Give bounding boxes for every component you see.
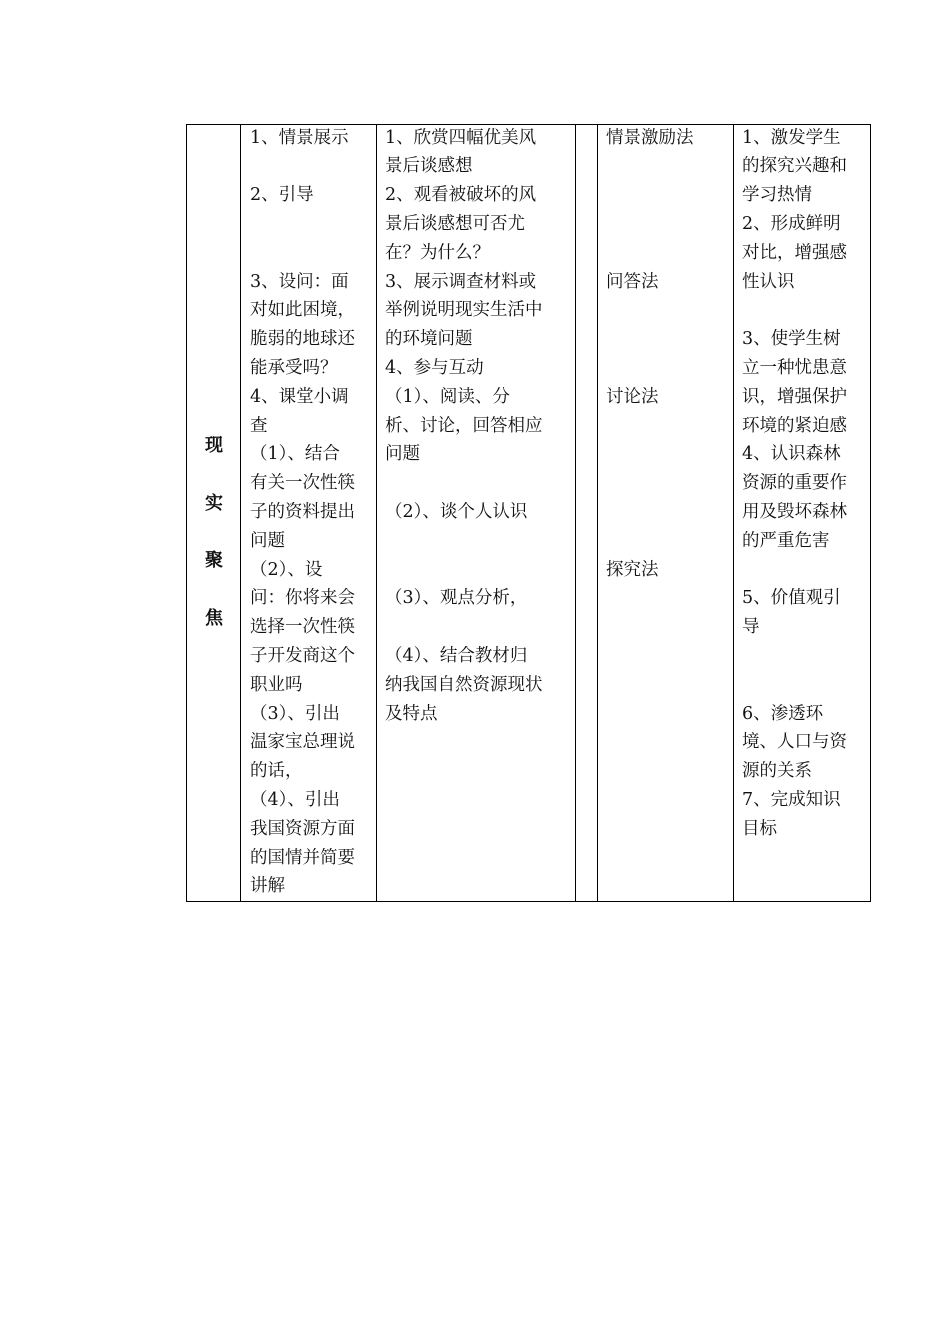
cell-line: 讲解 — [250, 876, 285, 897]
cell-line: 有关一次性筷 — [250, 473, 355, 494]
cell-line: 举例说明现实生活中 — [385, 300, 543, 321]
section-title-char: 焦 — [205, 607, 223, 629]
cell-line: 识，增强保护 — [742, 386, 847, 407]
cell-line: 4、认识森林 — [742, 444, 841, 465]
cell-line: 2、形成鲜明 — [742, 213, 841, 234]
cell-line: 对如此困境， — [250, 300, 355, 321]
cell-line: 脆弱的地球还 — [250, 329, 355, 350]
cell-line: 3、设问：面 — [250, 271, 349, 292]
cell-line: 境、人口与资 — [742, 732, 847, 753]
cell-line: 在？为什么？ — [385, 242, 490, 263]
cell-line: 的严重危害 — [742, 530, 830, 551]
cell-line: 的话， — [250, 761, 303, 782]
method-column — [598, 125, 734, 901]
cell-line: 的国情并简要 — [250, 847, 355, 868]
cell-line: 4、课堂小调 — [250, 386, 349, 407]
cell-line: 目标 — [742, 818, 777, 839]
cell-line: 源的关系 — [742, 761, 812, 782]
cell-line: 学习热情 — [742, 185, 812, 206]
cell-line: 资源的重要作 — [742, 473, 847, 494]
cell-line: （2）、谈个人认识 — [385, 501, 528, 522]
cell-line: 子的资料提出 — [250, 501, 355, 522]
cell-line: 用及毁坏森林 — [742, 501, 847, 522]
section-title — [187, 432, 241, 662]
section-title-char: 现 — [205, 435, 223, 456]
cell-line: 问题 — [385, 444, 420, 465]
cell-line: （4）、结合教材归 — [385, 645, 528, 666]
cell-line: （4）、引出 — [250, 789, 340, 810]
cell-line: 性认识 — [742, 271, 795, 292]
cell-line: 5、价值观引 — [742, 588, 841, 609]
cell-line: 查 — [250, 415, 268, 436]
cell-line: 问答法 — [606, 271, 659, 292]
cell-line: 1、情景展示 — [250, 127, 349, 148]
cell-line: 问：你将来会 — [250, 588, 355, 609]
cell-line: 1、激发学生 — [742, 127, 841, 148]
cell-line: 7、完成知识 — [742, 789, 841, 810]
cell-line: 2、引导 — [250, 185, 314, 206]
cell-line: 及特点 — [385, 703, 438, 724]
cell-line: （3）、观点分析， — [385, 588, 528, 609]
cell-line: 导 — [742, 617, 760, 638]
cell-line: 4、参与互动 — [385, 357, 484, 378]
cell-line: 探究法 — [606, 559, 659, 580]
cell-line: 景后谈感想可否尤 — [385, 213, 525, 234]
cell-line: 环境的紧迫感 — [742, 415, 847, 436]
lesson-plan-table — [186, 124, 871, 902]
cell-line: 2、观看被破坏的风 — [385, 185, 537, 206]
cell-line: 讨论法 — [606, 386, 659, 407]
cell-line: 选择一次性筷 — [250, 617, 355, 638]
cell-line: 1、欣赏四幅优美风 — [385, 127, 537, 148]
section-title-char: 实 — [205, 492, 223, 514]
cell-line: 纳我国自然资源现状 — [385, 674, 543, 695]
cell-line: 的探究兴趣和 — [742, 156, 847, 177]
cell-line: 职业吗 — [250, 674, 303, 695]
cell-line: 温家宝总理说 — [250, 732, 355, 753]
teacher-activity-column — [241, 125, 377, 901]
cell-line: 景后谈感想 — [385, 156, 473, 177]
cell-line: 6、渗透环 — [742, 703, 824, 724]
cell-line: 问题 — [250, 530, 285, 551]
purpose-column — [734, 125, 871, 901]
cell-line: 能承受吗？ — [250, 357, 338, 378]
cell-line: 情景激励法 — [606, 127, 694, 148]
cell-line: （3）、引出 — [250, 703, 340, 724]
blank-column — [576, 125, 598, 901]
cell-line: 立一种忧患意 — [742, 357, 847, 378]
cell-line: 3、展示调查材料或 — [385, 271, 537, 292]
cell-line: 子开发商这个 — [250, 645, 355, 666]
cell-line: 析、讨论，回答相应 — [385, 415, 543, 436]
cell-line: 对比，增强感 — [742, 242, 847, 263]
cell-line: 的环境问题 — [385, 329, 473, 350]
section-title-char: 聚 — [205, 550, 223, 572]
cell-line: （1）、阅读、分 — [385, 386, 510, 407]
cell-line: （2）、设 — [250, 559, 323, 580]
section-column — [187, 125, 241, 901]
cell-line: 我国资源方面 — [250, 818, 355, 839]
cell-line: 3、使学生树 — [742, 329, 841, 350]
cell-line: （1）、结合 — [250, 444, 340, 465]
student-activity-column — [377, 125, 576, 901]
